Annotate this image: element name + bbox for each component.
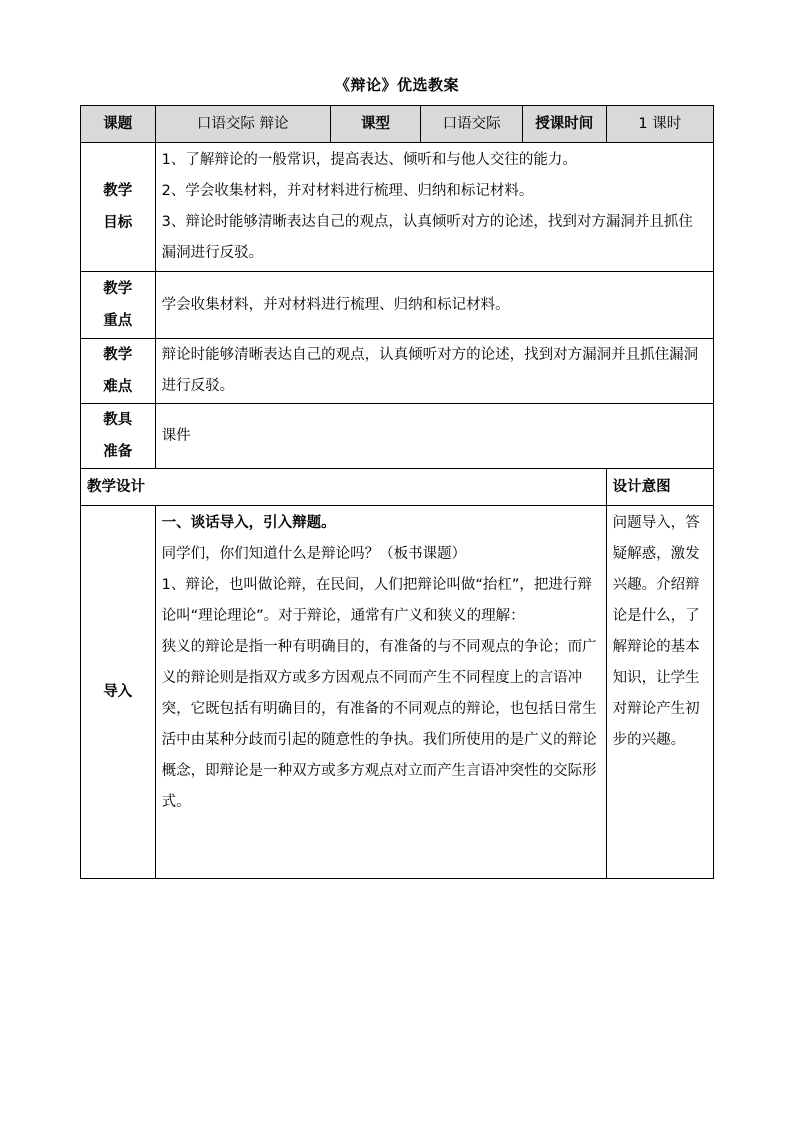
intro-intent: 问题导入，答疑解惑，激发兴趣。介绍辩论是什么，了解辩论的基本知识，让学生对辩论产生初步的兴趣。	[606, 506, 713, 879]
goal-item: 3、辩论时能够清晰表达自己的观点，认真倾听对方的论述，找到对方漏洞并且抓住漏洞进行反驳。	[161, 214, 693, 261]
intro-heading: 一、谈话导入，引入辩题。	[161, 515, 336, 531]
lesson-plan-table	[80, 105, 714, 879]
tools-content: 课件	[155, 404, 713, 469]
header-type-value: 口语交际	[421, 106, 523, 143]
intro-question: 同学们，你们知道什么是辩论吗？（板书课题）	[161, 546, 467, 562]
header-topic-label: 课题	[81, 106, 156, 143]
difficulties-row	[81, 339, 714, 404]
goals-content	[155, 143, 713, 272]
document-title: 《辩论》优选教案	[334, 76, 459, 94]
header-time-value: 1 课时	[606, 106, 713, 143]
intro-row	[81, 506, 714, 879]
goals-row	[81, 143, 714, 272]
header-time-label: 授课时间	[522, 106, 606, 143]
intro-paragraph: 1、辩论，也叫做论辩，在民间，人们把辩论叫做“抬杠”，把进行辩论叫“理论理论”。对于辩论，通常有广义和狭义的理解：	[161, 577, 592, 624]
design-header-right: 设计意图	[606, 469, 713, 506]
goal-item: 2、学会收集材料，并对材料进行梳理、归纳和标记材料。	[161, 183, 534, 199]
key-points-row	[81, 272, 714, 339]
key-points-label: 教学 重点	[81, 272, 156, 339]
difficulties-content: 辩论时能够清晰表达自己的观点，认真倾听对方的论述，找到对方漏洞并且抓住漏洞进行反驳。	[155, 339, 713, 404]
design-header-left: 教学设计	[81, 469, 607, 506]
intro-paragraph: 狭义的辩论是指一种有明确目的，有准备的与不同观点的争论；而广义的辩论则是指双方或多方因观点不同而产生不同程度上的言语冲突，它既包括有明确目的，有准备的不同观点的辩论，也包括日常生活中由某种分歧而引起的随意性的争执。我们所使用的是广义的辩论概念，即辩论是一种双方或多方观点对立而产生言语冲突性的交际形式。	[161, 639, 597, 810]
tools-row	[81, 404, 714, 469]
intro-label: 导入	[81, 506, 156, 879]
table-header-row	[81, 106, 714, 143]
difficulties-label: 教学 难点	[81, 339, 156, 404]
intro-content	[155, 506, 606, 879]
header-type-label: 课型	[330, 106, 420, 143]
header-topic-value: 口语交际 辩论	[155, 106, 330, 143]
goal-item: 1、了解辩论的一般常识，提高表达、倾听和与他人交往的能力。	[161, 152, 577, 168]
design-header-row	[81, 469, 714, 506]
tools-label: 教具 准备	[81, 404, 156, 469]
goals-label: 教学 目标	[81, 143, 156, 272]
key-points-content: 学会收集材料，并对材料进行梳理、归纳和标记材料。	[155, 272, 713, 339]
